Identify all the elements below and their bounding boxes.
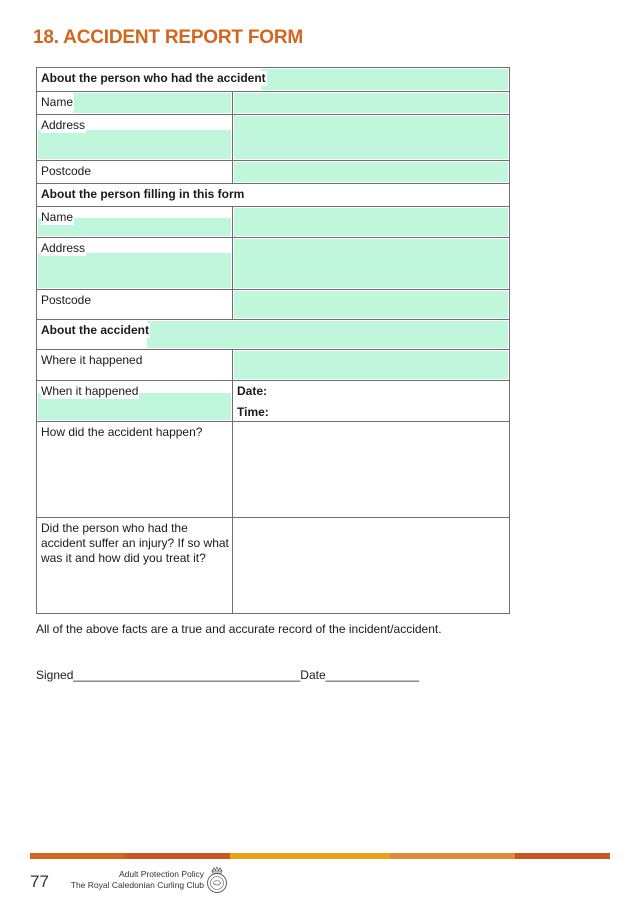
section-heading-accident-person: About the person who had the accident (41, 71, 266, 85)
declaration-statement: All of the above facts are a true and accurate record of the incident/accident. (36, 622, 442, 636)
signature-line: Signed__________________________________Date______________ (36, 668, 420, 682)
address2-label-fill (38, 253, 231, 288)
footer-bar-segment (515, 853, 610, 859)
when-row (37, 380, 509, 421)
footer-bar-segment (390, 853, 515, 859)
when-label: When it happened (41, 384, 139, 398)
how-field[interactable] (233, 422, 509, 517)
address-label-fill (38, 130, 231, 159)
where-row (37, 349, 509, 380)
where-field[interactable] (234, 351, 508, 379)
postcode-label: Postcode (41, 164, 92, 178)
name-row (37, 91, 509, 114)
section-heading-row (37, 183, 509, 206)
address-row (37, 114, 509, 160)
date-time-field[interactable] (233, 381, 509, 421)
postcode-row (37, 160, 509, 183)
where-label: Where it happened (41, 353, 143, 367)
footer-line-club: The Royal Caledonian Curling Club (70, 880, 204, 890)
name2-label: Name (41, 210, 74, 224)
footer-bar-segment (230, 853, 390, 859)
name2-row (37, 206, 509, 237)
time-label: Time: (237, 405, 269, 419)
page-number: 77 (30, 872, 49, 891)
postcode2-label: Postcode (41, 293, 92, 307)
name2-field[interactable] (234, 208, 508, 236)
section-heading-row (37, 68, 509, 91)
footer-text (14, 869, 204, 891)
how-row (37, 421, 509, 517)
name-label-fill (73, 93, 231, 113)
address-field[interactable] (234, 116, 508, 159)
postcode2-field[interactable] (234, 291, 508, 318)
footer-bar-segment (125, 853, 230, 859)
name-field[interactable] (234, 93, 508, 113)
name-label: Name (41, 95, 74, 109)
heading-fill (261, 69, 508, 90)
date-label: Date: (237, 384, 268, 398)
footer-line-policy: Adult Protection Policy (118, 869, 204, 879)
address2-row (37, 237, 509, 289)
footer-bar-segment (30, 853, 125, 859)
injury-row (37, 517, 509, 613)
heading3-fill (147, 321, 508, 348)
address2-label: Address (41, 241, 86, 255)
how-label: How did the accident happen? (41, 425, 203, 439)
page-title: 18. ACCIDENT REPORT FORM (33, 27, 304, 48)
club-crest-icon (205, 864, 229, 894)
postcode-field[interactable] (234, 162, 508, 182)
injury-label: Did the person who had the accident suffer an injury? If so what was it and how did you treat it? (41, 521, 229, 565)
address-label: Address (41, 118, 86, 132)
section-heading-form-filler: About the person filling in this form (41, 187, 245, 201)
section-heading-accident: About the accident (41, 323, 150, 337)
injury-field[interactable] (233, 518, 509, 613)
section-heading-row (37, 319, 509, 349)
address2-field[interactable] (234, 239, 508, 288)
postcode2-row (37, 289, 509, 319)
footer-color-bar (30, 853, 610, 859)
accident-report-form (36, 67, 510, 614)
